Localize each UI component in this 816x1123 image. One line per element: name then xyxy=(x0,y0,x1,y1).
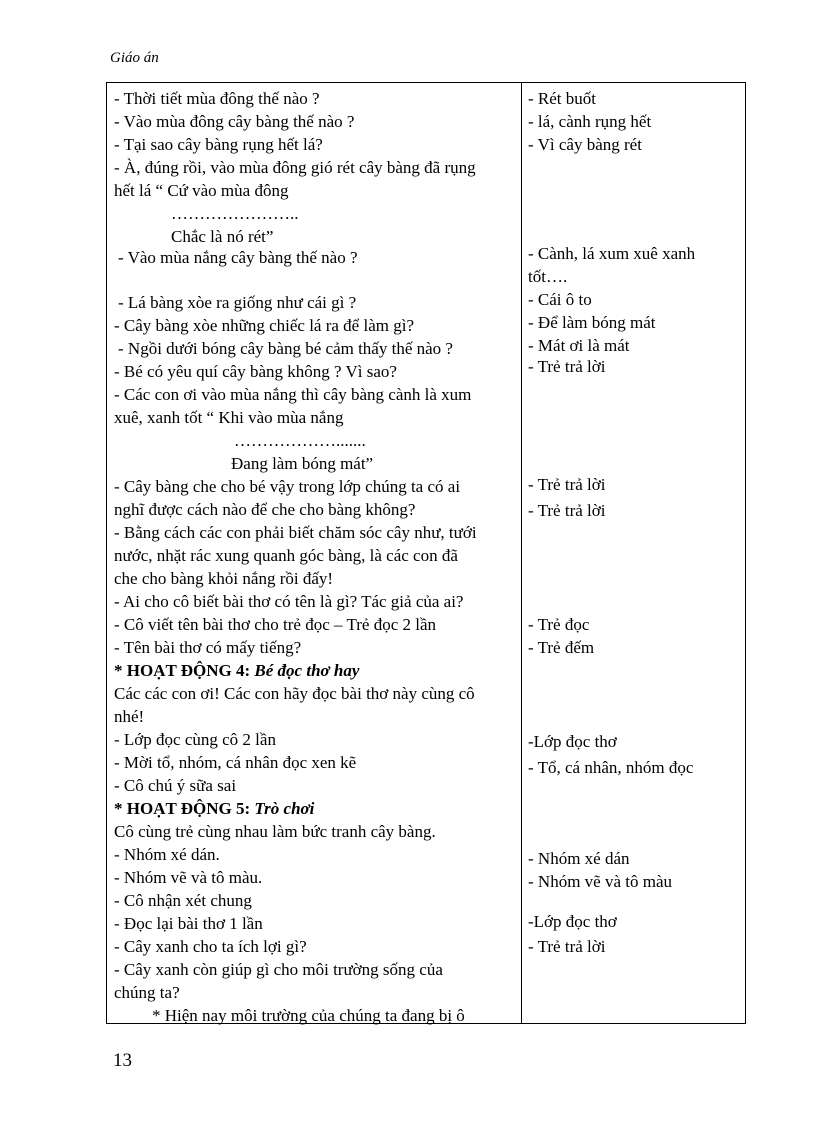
right-line: - Cành, lá xum xuê xanh xyxy=(528,244,696,263)
left-line: - Tên bài thơ có mấy tiếng? xyxy=(114,638,302,657)
left-line: - Cô chú ý sữa sai xyxy=(114,776,237,795)
left-line: - Lá bàng xòe ra giống như cái gì ? xyxy=(118,293,357,312)
right-line: - Trẻ đọc xyxy=(528,615,590,634)
left-line: Đang làm bóng mát” xyxy=(231,454,374,473)
left-line: - Cô nhận xét chung xyxy=(114,891,252,910)
right-line: - Rét buốt xyxy=(528,89,596,108)
left-line: Cô cùng trẻ cùng nhau làm bức tranh cây bàng. xyxy=(114,822,436,841)
right-line: - Trẻ trả lời xyxy=(528,475,606,494)
activity-heading: * HOẠT ĐỘNG 5: xyxy=(114,799,255,818)
left-line: Các các con ơi! Các con hãy đọc bài thơ này cùng cô xyxy=(114,684,475,703)
left-line: - Cây xanh còn giúp gì cho môi trường sống của xyxy=(114,960,443,979)
right-line: - Trẻ đếm xyxy=(528,638,595,657)
left-line: che cho bàng khỏi nắng rồi đấy! xyxy=(114,569,334,588)
right-line: - Mát ơi là mát xyxy=(528,336,630,355)
left-line: nước, nhặt rác xung quanh góc bàng, là các con đã xyxy=(114,546,458,565)
left-line: ………………....... xyxy=(234,431,366,450)
activity-title: Trò chơi xyxy=(254,799,315,818)
right-line: - lá, cành rụng hết xyxy=(528,112,652,131)
column-divider xyxy=(521,83,522,1023)
left-line xyxy=(114,798,314,820)
left-line: - Vào mùa nắng cây bàng thế nào ? xyxy=(118,248,358,267)
left-line: - Ngồi dưới bóng cây bàng bé cảm thấy thế nào ? xyxy=(118,339,453,358)
left-line: xuê, xanh tốt “ Khi vào mùa nắng xyxy=(114,408,344,427)
right-line: - Trẻ trả lời xyxy=(528,357,606,376)
left-line: - Cây bàng xòe những chiếc lá ra để làm gì? xyxy=(114,316,414,335)
left-line: nhé! xyxy=(114,707,145,726)
right-line: -Lớp đọc thơ xyxy=(528,732,617,751)
left-line: - Cây bàng che cho bé vậy trong lớp chúng ta có ai xyxy=(114,477,461,496)
left-line: - Nhóm vẽ và tô màu. xyxy=(114,868,263,887)
page-number: 13 xyxy=(113,1050,132,1071)
left-line: hết lá “ Cứ vào mùa đông xyxy=(114,181,289,200)
left-line: - À, đúng rồi, vào mùa đông gió rét cây bàng đã rụng xyxy=(114,158,476,177)
left-line: - Các con ơi vào mùa nắng thì cây bàng cành là xum xyxy=(114,385,472,404)
left-line: - Cô viết tên bài thơ cho trẻ đọc – Trẻ đọc 2 lần xyxy=(114,615,437,634)
left-line: - Bé có yêu quí cây bàng không ? Vì sao? xyxy=(114,362,397,381)
left-line xyxy=(114,660,359,682)
lesson-table xyxy=(106,82,746,1024)
right-line: - Nhóm vẽ và tô màu xyxy=(528,872,672,891)
left-line: - Lớp đọc cùng cô 2 lần xyxy=(114,730,276,749)
right-line: - Vì cây bàng rét xyxy=(528,135,642,154)
right-line: - Cái ô to xyxy=(528,290,592,309)
right-line: tốt…. xyxy=(528,267,568,286)
right-line: -Lớp đọc thơ xyxy=(528,912,617,931)
left-line: - Ai cho cô biết bài thơ có tên là gì? Tác giả của ai? xyxy=(114,592,464,611)
left-line: - Nhóm xé dán. xyxy=(114,845,220,864)
left-line: Chắc là nó rét” xyxy=(171,227,274,246)
activity-heading: * HOẠT ĐỘNG 4: xyxy=(114,661,255,680)
left-line: - Vào mùa đông cây bàng thế nào ? xyxy=(114,112,355,131)
document-header: Giáo án xyxy=(110,50,159,66)
left-line: - Đọc lại bài thơ 1 lần xyxy=(114,914,263,933)
left-line: - Bằng cách các con phải biết chăm sóc cây như, tưới xyxy=(114,523,477,542)
right-line: - Tổ, cá nhân, nhóm đọc xyxy=(528,758,694,777)
left-line: - Thời tiết mùa đông thế nào ? xyxy=(114,89,320,108)
left-line: - Cây xanh cho ta ích lợi gì? xyxy=(114,937,307,956)
activity-title: Bé đọc thơ hay xyxy=(254,661,360,680)
left-line: - Tại sao cây bàng rụng hết lá? xyxy=(114,135,323,154)
right-line: - Để làm bóng mát xyxy=(528,313,656,332)
left-line: chúng ta? xyxy=(114,983,180,1002)
left-line: ………………….. xyxy=(171,204,299,223)
left-line: * Hiện nay môi trường của chúng ta đang bị ô xyxy=(152,1006,465,1025)
right-line: - Trẻ trả lời xyxy=(528,501,606,520)
right-line: - Nhóm xé dán xyxy=(528,849,630,868)
left-line: nghĩ được cách nào để che cho bàng không? xyxy=(114,500,416,519)
right-line: - Trẻ trả lời xyxy=(528,937,606,956)
left-line: - Mời tổ, nhóm, cá nhân đọc xen kẽ xyxy=(114,753,357,772)
